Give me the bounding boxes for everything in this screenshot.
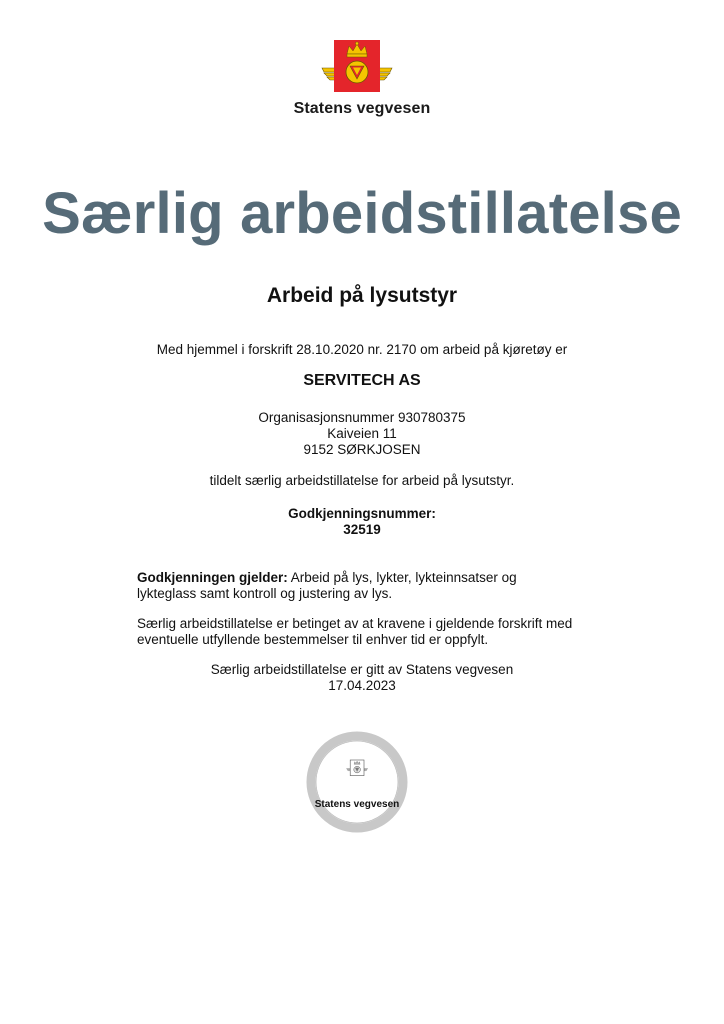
page-title: Særlig arbeidstillatelse xyxy=(42,181,682,246)
condition-line-1: Særlig arbeidstillatelse er betinget av at kravene i gjeldende forskrift med xyxy=(137,616,573,631)
org-number: Organisasjonsnummer 930780375 xyxy=(258,410,466,425)
approval-seal-icon xyxy=(305,730,409,834)
approval-label: Godkjenningsnummer: xyxy=(288,506,436,521)
seal-ring-text: GODKJENT AV xyxy=(319,739,395,769)
seal-name: Statens vegvesen xyxy=(314,799,400,810)
scope-label: Godkjenningen gjelder: xyxy=(137,570,288,585)
scope-text-2: lykteglass samt kontroll og justering av lys. xyxy=(137,586,393,601)
page-subtitle: Arbeid på lysutstyr xyxy=(266,284,458,307)
company-name: SERVITECH AS xyxy=(303,372,421,389)
approval-number: 32519 xyxy=(343,522,381,537)
granted-text: tildelt særlig arbeidstillatelse for arbeid på lysutstyr. xyxy=(209,473,515,488)
brand-name: Statens vegvesen xyxy=(293,100,431,117)
address-street: Kaiveien 11 xyxy=(327,426,397,441)
condition-paragraph xyxy=(137,616,597,648)
address-postal: 9152 SØRKJOSEN xyxy=(303,442,421,457)
statens-vegvesen-logo-icon xyxy=(320,40,394,92)
issued-date: 17.04.2023 xyxy=(328,678,396,693)
issued-by: Særlig arbeidstillatelse er gitt av Statens vegvesen xyxy=(210,662,514,677)
intro-text: Med hjemmel i forskrift 28.10.2020 nr. 2170 om arbeid på kjøretøy er xyxy=(156,342,568,357)
condition-line-2: eventuelle utfyllende bestemmelser til enhver tid er oppfylt. xyxy=(137,632,489,647)
scope-text-1: Arbeid på lys, lykter, lykteinnsatser og xyxy=(287,570,517,585)
scope-paragraph xyxy=(137,570,597,602)
